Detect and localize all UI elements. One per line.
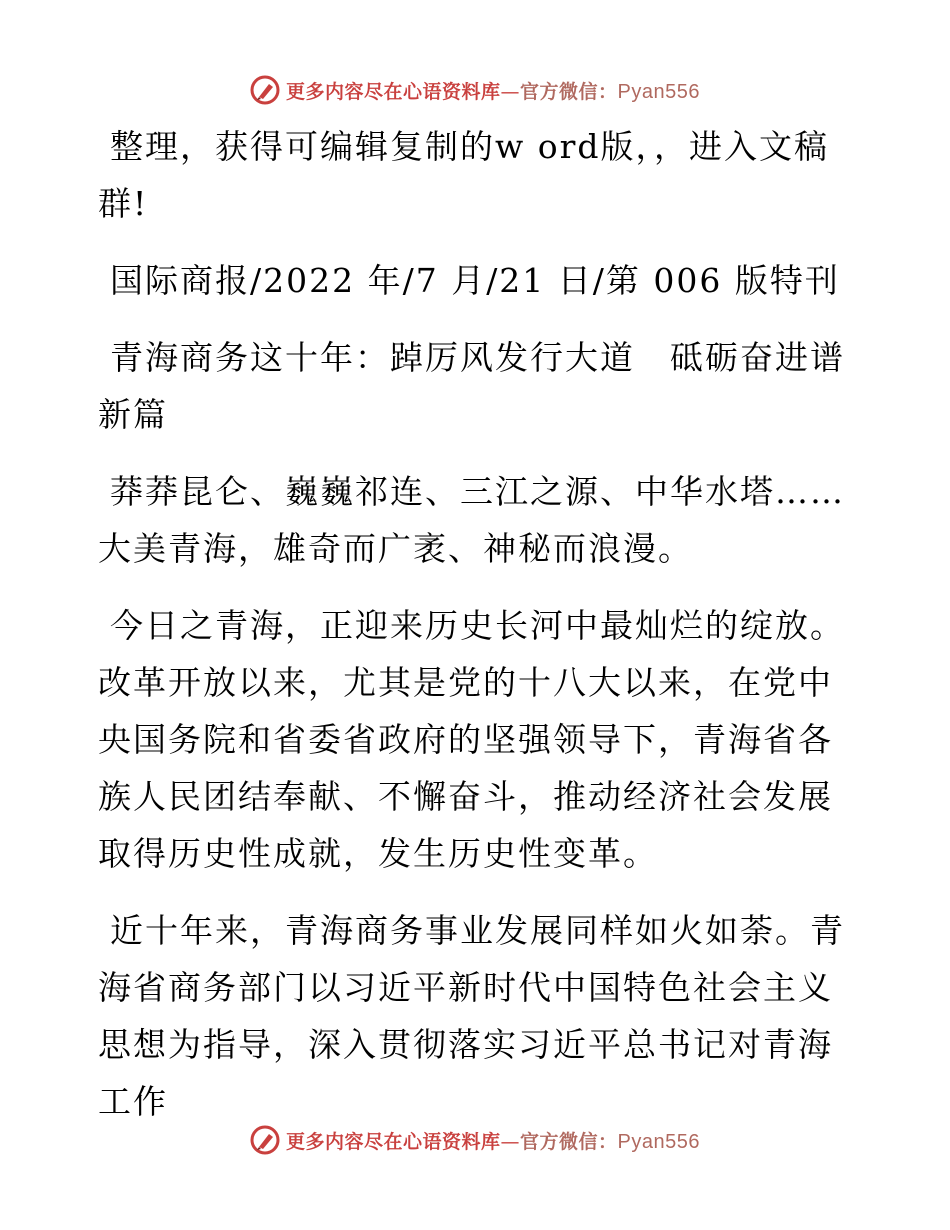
paragraph-article-title: 青海商务这十年：踔厉风发行大道 砥砺奋进谱新篇: [98, 338, 845, 434]
document-body: [98, 118, 853, 1150]
header-watermark-banner: [0, 70, 950, 110]
paragraph-today-qinghai: 今日之青海，正迎来历史长河中最灿烂的绽放。改革开放以来，尤其是党的十八大以来，在党中央国务院和省委省政府的坚强领导下，青海省各族人民团结奉献、不懈奋斗，推动经济社会发展取得历史性成就，发生历史性变革。: [98, 606, 845, 873]
header-wechat-label: 官方微信：: [520, 80, 618, 103]
header-site-name: 更多内容尽在心语资料库: [286, 80, 501, 103]
header-wechat-id: Pyan556: [617, 80, 700, 103]
footer-site-name: 更多内容尽在心语资料库: [286, 1130, 501, 1153]
paragraph-source-line: 国际商报/2022 年/7 月/21 日/第 006 版特刊: [110, 261, 840, 300]
footer-banner-text: [286, 1127, 700, 1154]
footer-wechat-label: 官方微信：: [520, 1130, 618, 1153]
paragraph-ten-years: 近十年来，青海商务事业发展同样如火如荼。青海省商务部门以习近平新时代中国特色社会主义思想为指导，深入贯彻落实习近平总书记对青海工作: [98, 911, 845, 1121]
paragraph-notice: 整理，获得可编辑复制的w ord版，，进入文稿群!: [98, 127, 830, 223]
paragraph-intro: 莽莽昆仑、巍巍祁连、三江之源、中华水塔……大美青海，雄奇而广袤、神秘而浪漫。: [98, 472, 845, 568]
header-separator: —: [500, 80, 521, 103]
footer-separator: —: [500, 1130, 521, 1153]
header-banner-text: [286, 77, 700, 104]
footer-wechat-id: Pyan556: [617, 1130, 700, 1153]
pen-nib-logo-icon: [250, 1125, 280, 1155]
footer-watermark-banner: [0, 1120, 950, 1160]
pen-nib-logo-icon: [250, 75, 280, 105]
